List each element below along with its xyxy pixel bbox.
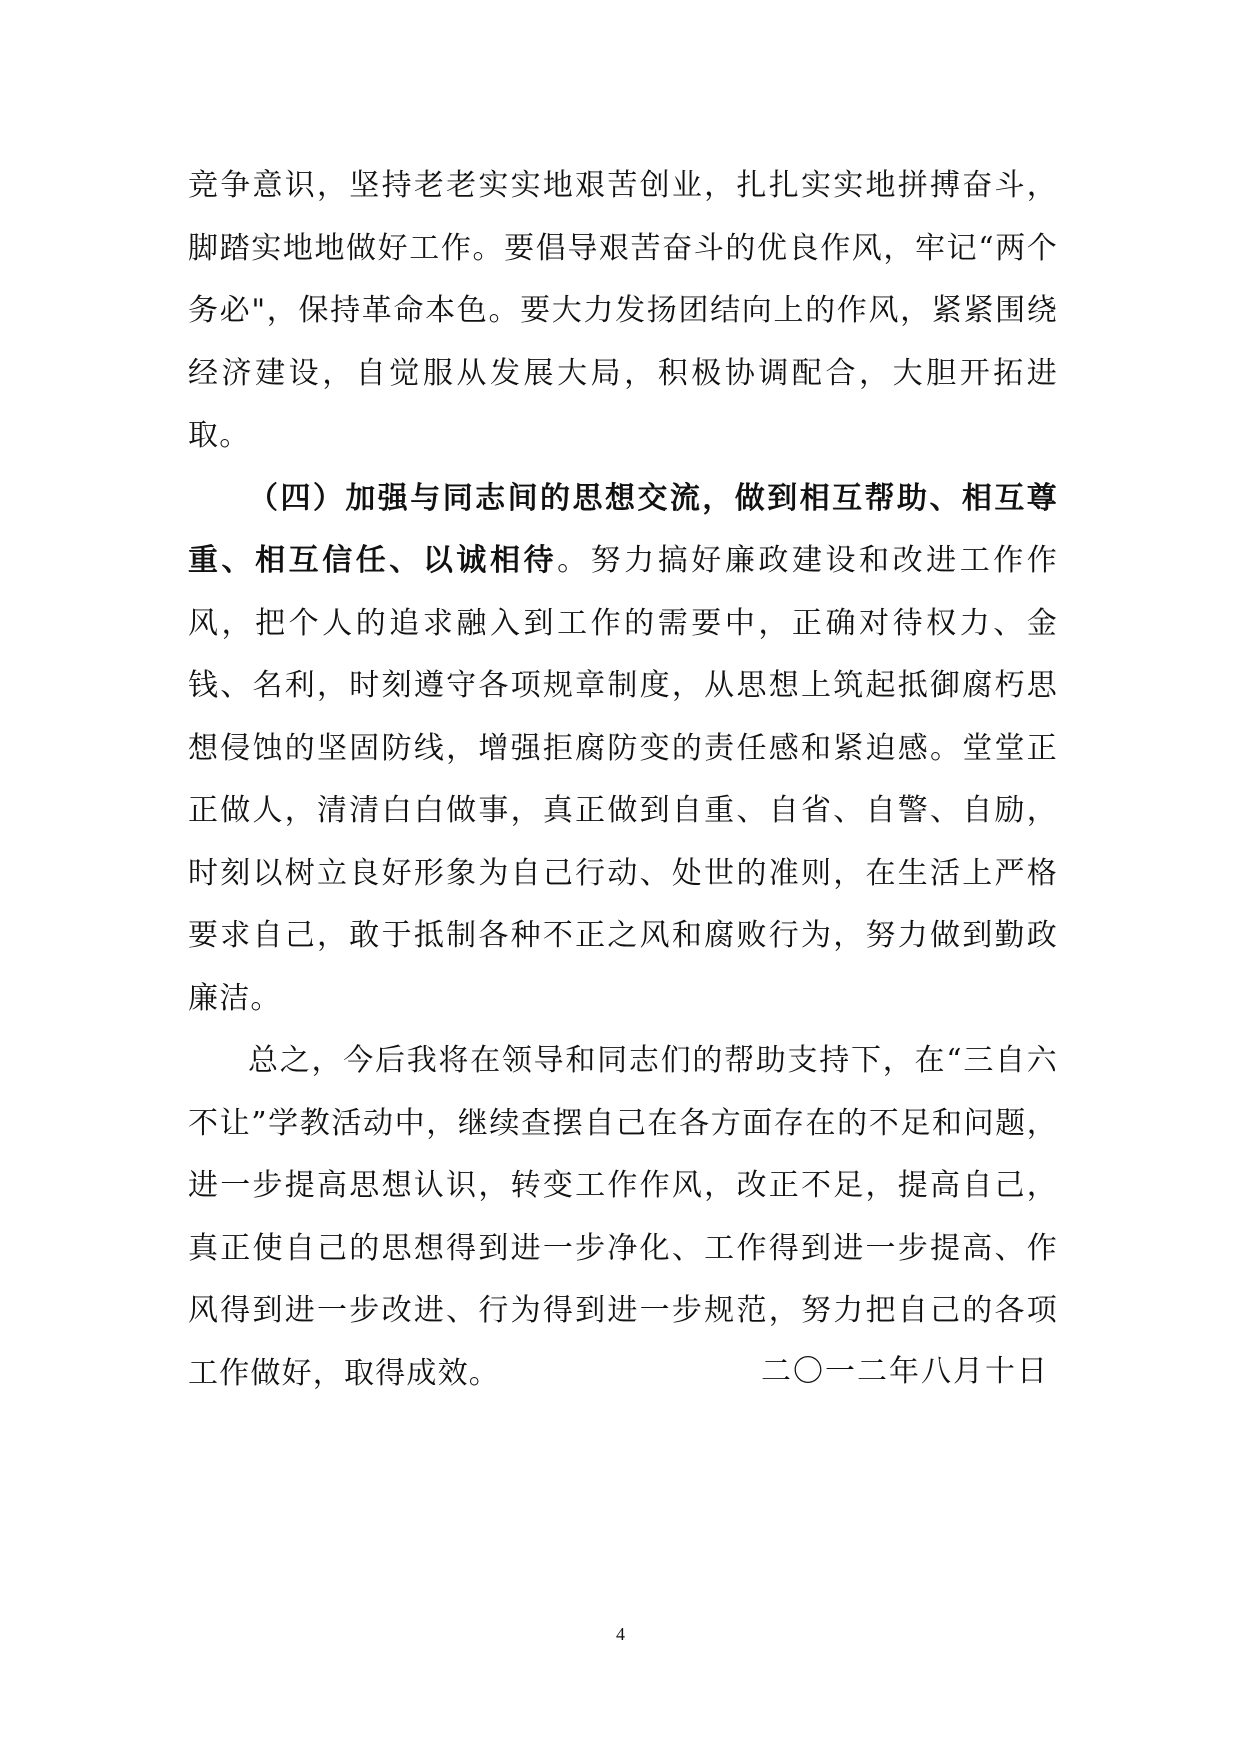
section-four-body: 。努力搞好廉政建设和改进工作作风，把个人的追求融入到工作的需要中，正确对待权力、金钱、名利，时刻遵守各项规章制度，从思想上筑起抵御腐朽思想侵蚀的坚固防线，增强拒腐防变的责任感和紧迫感。堂堂正正做人，清清白白做事，真正做到自重、自省、自警、自励，时刻以树立良好形象为自己行动、处世的准则，在生活上严格要求自己，敢于抵制各种不正之风和腐败行为，努力做到勤政廉洁。 — [188, 543, 1059, 1016]
signature-date: 二〇一二年八月十日 — [761, 1354, 1049, 1389]
paragraph-section-four — [188, 468, 1058, 1031]
document-body — [188, 155, 1058, 1405]
page-number: 4 — [616, 1624, 625, 1644]
paragraph-conclusion: 总之，今后我将在领导和同志们的帮助支持下，在“三自六不让”学教活动中，继续查摆自己在各方面存在的不足和问题，进一步提高思想认识，转变工作作风，改正不足，提高自己，真正使自己的思想得到进一步净化、工作得到进一步提高、作风得到进一步改进、行为得到进一步规范，努力把自己的各项工作做好，取得成效。 — [188, 1043, 1058, 1391]
section-four-heading: （四）加强与同志间的思想交流，做到相互帮助、相互尊重、相互信任、以诚相待 — [188, 480, 1058, 578]
paragraph-continuation: 竞争意识，坚持老老实实地艰苦创业，扎扎实实地拼搏奋斗，脚踏实地地做好工作。要倡导艰苦奋斗的优良作风，牢记“两个务必"，保持革命本色。要大力发扬团结向上的作风，紧紧围绕经济建设，自觉服从发展大局，积极协调配合，大胆开拓进取。 — [188, 168, 1058, 453]
